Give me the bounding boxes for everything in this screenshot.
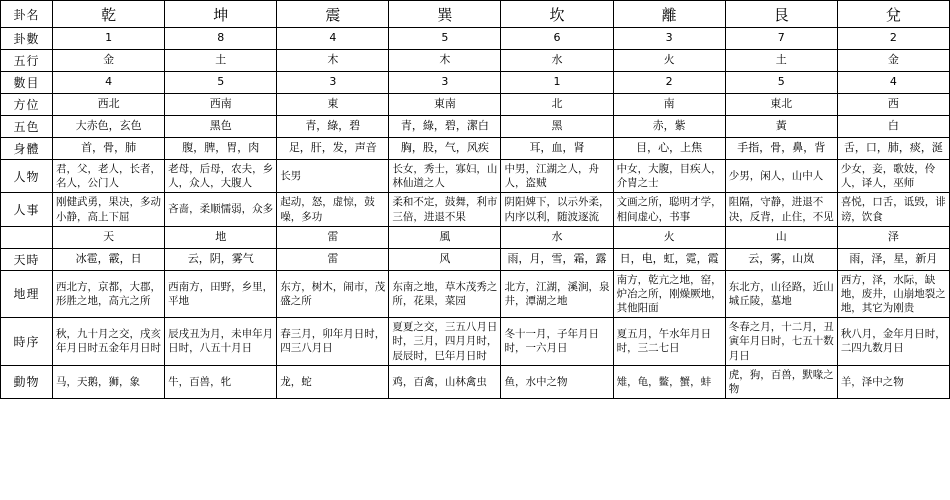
table-cell: 7 xyxy=(725,28,837,50)
table-cell: 少女，妾，歌妓，伶人，译人，巫师 xyxy=(837,160,949,193)
table-cell: 夏五月，午水年月日时，三二七日 xyxy=(613,318,725,366)
table-cell: 中男，江湖之人，舟人，盗贼 xyxy=(501,160,613,193)
table-header-row xyxy=(1,1,950,28)
table-cell: 黑 xyxy=(501,116,613,138)
sublabel-cell: 泽 xyxy=(837,226,949,248)
table-row xyxy=(1,116,950,138)
sublabel-row-spacer xyxy=(1,226,53,248)
table-cell: 冰雹，霰，日 xyxy=(53,248,165,270)
row-label-8: 人事 xyxy=(1,193,53,226)
table-cell: 2 xyxy=(613,72,725,94)
table-cell: 南方，乾亢之地，窑，炉冶之所，刚燥厥地，其他阳面 xyxy=(613,270,725,318)
table-cell: 西北方，京都，大郡，形胜之地，高亢之所 xyxy=(53,270,165,318)
table-cell: 土 xyxy=(725,50,837,72)
table-row xyxy=(1,50,950,72)
table-cell: 木 xyxy=(277,50,389,72)
table-row xyxy=(1,138,950,160)
table-cell: 老母，后母，农夫，乡人，众人，大腹人 xyxy=(165,160,277,193)
trigram-header-8: 兌 xyxy=(837,1,949,28)
table-cell: 云，阴，雾气 xyxy=(165,248,277,270)
sublabel-cell: 風 xyxy=(389,226,501,248)
table-cell: 西南 xyxy=(165,94,277,116)
table-cell: 雨，泽，星，新月 xyxy=(837,248,949,270)
table-cell: 龙，蛇 xyxy=(277,365,389,398)
sublabel-cell: 地 xyxy=(165,226,277,248)
table-cell: 冬春之月，十二月，丑寅年月日时，七五十数月日 xyxy=(725,318,837,366)
table-row xyxy=(1,28,950,50)
table-cell: 東北 xyxy=(725,94,837,116)
table-cell: 西 xyxy=(837,94,949,116)
table-cell: 长女，秀士，寡妇，山林仙道之人 xyxy=(389,160,501,193)
table-row xyxy=(1,248,950,270)
table-cell: 2 xyxy=(837,28,949,50)
table-cell: 1 xyxy=(53,28,165,50)
table-cell: 3 xyxy=(613,28,725,50)
table-cell: 3 xyxy=(389,72,501,94)
table-cell: 阻隔，守静，进退不决，反背，止住，不见 xyxy=(725,193,837,226)
table-cell: 5 xyxy=(389,28,501,50)
row-label-9: 天時 xyxy=(1,248,53,270)
table-cell: 雉，龟，鳖，蟹，蚌 xyxy=(613,365,725,398)
trigram-header-4: 巽 xyxy=(389,1,501,28)
table-cell: 长男 xyxy=(277,160,389,193)
table-cell: 5 xyxy=(165,72,277,94)
table-cell: 1 xyxy=(501,72,613,94)
row-label-2: 五行 xyxy=(1,50,53,72)
table-cell: 柔和不定，鼓舞，利市三倍，进退不果 xyxy=(389,193,501,226)
table-cell: 白 xyxy=(837,116,949,138)
table-cell: 鸡，百禽，山林禽虫 xyxy=(389,365,501,398)
table-cell: 4 xyxy=(277,28,389,50)
table-cell: 黃 xyxy=(725,116,837,138)
table-cell: 起动，怒，虚惊，鼓噪，多功 xyxy=(277,193,389,226)
table-cell: 火 xyxy=(613,50,725,72)
table-cell: 水 xyxy=(501,50,613,72)
table-cell: 马，天鹅，狮，象 xyxy=(53,365,165,398)
table-cell: 青，綠，碧，潔白 xyxy=(389,116,501,138)
trigram-header-7: 艮 xyxy=(725,1,837,28)
table-cell: 東 xyxy=(277,94,389,116)
table-cell: 耳，血，肾 xyxy=(501,138,613,160)
table-cell: 辰戌丑为月，未申年月日时，八五十月日 xyxy=(165,318,277,366)
row-label-3: 數目 xyxy=(1,72,53,94)
row-label-1: 卦數 xyxy=(1,28,53,50)
table-cell: 喜悦，口舌，诋毁，诽谤，饮食 xyxy=(837,193,949,226)
table-row xyxy=(1,193,950,226)
table-cell: 南 xyxy=(613,94,725,116)
table-cell: 阴阳婢下，以示外柔，内序以利，随波逐流 xyxy=(501,193,613,226)
table-cell: 云，雾，山岚 xyxy=(725,248,837,270)
row-label-4: 方位 xyxy=(1,94,53,116)
table-cell: 4 xyxy=(837,72,949,94)
table-cell: 5 xyxy=(725,72,837,94)
table-cell: 吝啬，柔顺懦弱，众多 xyxy=(165,193,277,226)
table-cell: 秋八月，金年月日时，二四九数月日 xyxy=(837,318,949,366)
table-cell: 秋，九十月之交，戌亥年月日时五金年月日时 xyxy=(53,318,165,366)
sublabel-cell: 天 xyxy=(53,226,165,248)
trigram-header-3: 震 xyxy=(277,1,389,28)
table-row xyxy=(1,270,950,318)
table-cell: 足，肝，发，声音 xyxy=(277,138,389,160)
table-cell: 金 xyxy=(837,50,949,72)
table-cell: 雷 xyxy=(277,248,389,270)
table-cell: 6 xyxy=(501,28,613,50)
row-label-11: 時序 xyxy=(1,318,53,366)
sublabel-cell: 雷 xyxy=(277,226,389,248)
table-cell: 羊，泽中之物 xyxy=(837,365,949,398)
table-cell: 北 xyxy=(501,94,613,116)
table-cell: 文画之所，聪明才学，相间虚心，书事 xyxy=(613,193,725,226)
table-cell: 西北 xyxy=(53,94,165,116)
table-cell: 虎，狗，百兽，默喙之物 xyxy=(725,365,837,398)
table-cell: 黑色 xyxy=(165,116,277,138)
table-cell: 北方，江湖，溪涧，泉井，潭湖之地 xyxy=(501,270,613,318)
row-label-5: 五色 xyxy=(1,116,53,138)
table-cell: 金 xyxy=(53,50,165,72)
table-row xyxy=(1,160,950,193)
table-cell: 风 xyxy=(389,248,501,270)
trigram-header-5: 坎 xyxy=(501,1,613,28)
table-cell: 胸，股，气，风疾 xyxy=(389,138,501,160)
table-row xyxy=(1,318,950,366)
sublabel-cell: 山 xyxy=(725,226,837,248)
table-cell: 目，心，上焦 xyxy=(613,138,725,160)
table-row xyxy=(1,94,950,116)
row-label-6: 身體 xyxy=(1,138,53,160)
table-cell: 土 xyxy=(165,50,277,72)
header-row-label: 卦名 xyxy=(1,1,53,28)
trigram-header-2: 坤 xyxy=(165,1,277,28)
trigram-header-1: 乾 xyxy=(53,1,165,28)
row-label-10: 地理 xyxy=(1,270,53,318)
table-cell: 君，父，老人，长者，名人，公门人 xyxy=(53,160,165,193)
table-cell: 西南方，田野，乡里，平地 xyxy=(165,270,277,318)
trigram-header-6: 離 xyxy=(613,1,725,28)
table-cell: 雨，月，雪，霜，露 xyxy=(501,248,613,270)
sublabel-cell: 水 xyxy=(501,226,613,248)
table-cell: 舌，口，肺，痰，涎 xyxy=(837,138,949,160)
table-cell: 赤，紫 xyxy=(613,116,725,138)
table-cell: 中女，大腹，目疾人，介胄之士 xyxy=(613,160,725,193)
table-cell: 东方，树木，闹市，茂盛之所 xyxy=(277,270,389,318)
table-cell: 冬十一月，子年月日时，一六月日 xyxy=(501,318,613,366)
sublabel-row xyxy=(1,226,950,248)
table-cell: 东南之地，草木茂秀之所，花果，菜园 xyxy=(389,270,501,318)
table-cell: 刚健武勇，果决，多动小静，高上下屈 xyxy=(53,193,165,226)
table-cell: 青，綠，碧 xyxy=(277,116,389,138)
table-cell: 牛，百兽，牝 xyxy=(165,365,277,398)
table-cell: 手指，骨，鼻，背 xyxy=(725,138,837,160)
row-label-7: 人物 xyxy=(1,160,53,193)
table-cell: 8 xyxy=(165,28,277,50)
table-cell: 首，骨，肺 xyxy=(53,138,165,160)
table-cell: 大赤色，玄色 xyxy=(53,116,165,138)
table-cell: 4 xyxy=(53,72,165,94)
table-cell: 木 xyxy=(389,50,501,72)
table-row xyxy=(1,365,950,398)
table-cell: 夏夏之交，三五八月日时，三月，四月月时，辰辰时，巳年月日时 xyxy=(389,318,501,366)
table-cell: 东北方，山径路，近山城丘陵，墓地 xyxy=(725,270,837,318)
row-label-12: 動物 xyxy=(1,365,53,398)
sublabel-cell: 火 xyxy=(613,226,725,248)
table-cell: 西方，泽，水际，缺地，废井，山崩地裂之地，其它为刚贵 xyxy=(837,270,949,318)
table-cell: 腹，脾，胃，肉 xyxy=(165,138,277,160)
table-cell: 3 xyxy=(277,72,389,94)
table-cell: 春三月，卯年月日时，四三八月日 xyxy=(277,318,389,366)
table-cell: 日，电，虹，霓，霞 xyxy=(613,248,725,270)
table-row xyxy=(1,72,950,94)
table-cell: 鱼，水中之物 xyxy=(501,365,613,398)
table-cell: 少男，闲人，山中人 xyxy=(725,160,837,193)
table-cell: 東南 xyxy=(389,94,501,116)
